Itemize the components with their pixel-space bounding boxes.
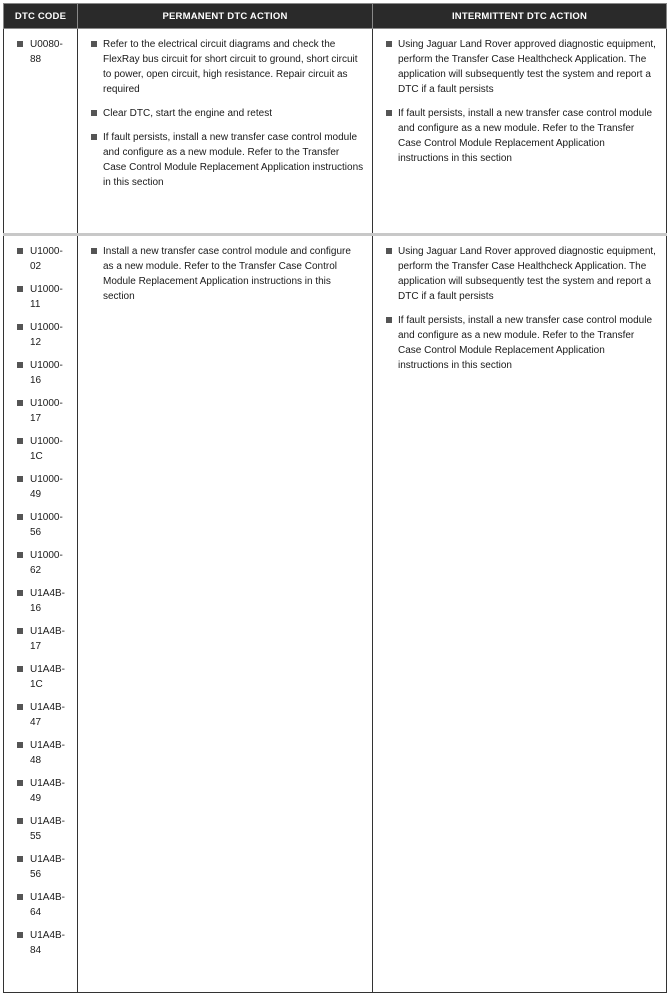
action-item: Install a new transfer case control module and configure as a new module. Refer to the Transfer Case Control Module Replacement Application instructions in this section: [88, 244, 364, 304]
dtc-code-item: U1000-62: [14, 548, 69, 578]
table-row: [4, 235, 667, 993]
dtc-code-item: U1000-49: [14, 472, 69, 502]
dtc-code-cell: [4, 235, 78, 993]
intermittent-action-cell: [373, 235, 667, 993]
dtc-code-item: U1A4B-55: [14, 814, 69, 844]
intermittent-action-cell: [373, 29, 667, 235]
dtc-code-item: U1A4B-84: [14, 928, 69, 958]
dtc-table: [3, 3, 667, 993]
dtc-code-item: U1A4B-47: [14, 700, 69, 730]
table-row: [4, 29, 667, 235]
permanent-action-cell: [78, 235, 373, 993]
dtc-code-item: U1A4B-1C: [14, 662, 69, 692]
action-item: Using Jaguar Land Rover approved diagnostic equipment, perform the Transfer Case Healthcheck Application. The application will subsequently test the system and report a DTC if a fault persists: [383, 244, 658, 304]
dtc-code-item: U1A4B-64: [14, 890, 69, 920]
dtc-code-item: U0080-88: [14, 37, 69, 67]
action-item: Refer to the electrical circuit diagrams and check the FlexRay bus circuit for short circuit to ground, short circuit to power, open circuit, high resistance. Repair circuit as required: [88, 37, 364, 97]
header-permanent-action: PERMANENT DTC ACTION: [78, 4, 373, 29]
action-item: If fault persists, install a new transfer case control module and configure as a new module. Refer to the Transfer Case Control Module Replacement Application instructions in this section: [88, 130, 364, 190]
dtc-code-item: U1000-11: [14, 282, 69, 312]
action-item: If fault persists, install a new transfer case control module and configure as a new module. Refer to the Transfer Case Control Module Replacement Application instructions in this section: [383, 106, 658, 166]
header-dtc-code: DTC CODE: [4, 4, 78, 29]
dtc-code-item: U1A4B-17: [14, 624, 69, 654]
action-item: Clear DTC, start the engine and retest: [88, 106, 364, 121]
dtc-code-item: U1A4B-48: [14, 738, 69, 768]
action-item: Using Jaguar Land Rover approved diagnostic equipment, perform the Transfer Case Healthcheck Application. The application will subsequently test the system and report a DTC if a fault persists: [383, 37, 658, 97]
dtc-code-item: U1A4B-16: [14, 586, 69, 616]
dtc-code-item: U1000-16: [14, 358, 69, 388]
dtc-code-item: U1000-12: [14, 320, 69, 350]
dtc-code-item: U1000-02: [14, 244, 69, 274]
header-intermittent-action: INTERMITTENT DTC ACTION: [373, 4, 667, 29]
dtc-code-item: U1000-17: [14, 396, 69, 426]
dtc-code-cell: [4, 29, 78, 235]
dtc-code-item: U1000-1C: [14, 434, 69, 464]
dtc-code-item: U1A4B-56: [14, 852, 69, 882]
table-header-row: [4, 4, 667, 29]
dtc-code-item: U1000-56: [14, 510, 69, 540]
dtc-code-item: U1A4B-49: [14, 776, 69, 806]
action-item: If fault persists, install a new transfer case control module and configure as a new module. Refer to the Transfer Case Control Module Replacement Application instructions in this section: [383, 313, 658, 373]
permanent-action-cell: [78, 29, 373, 235]
